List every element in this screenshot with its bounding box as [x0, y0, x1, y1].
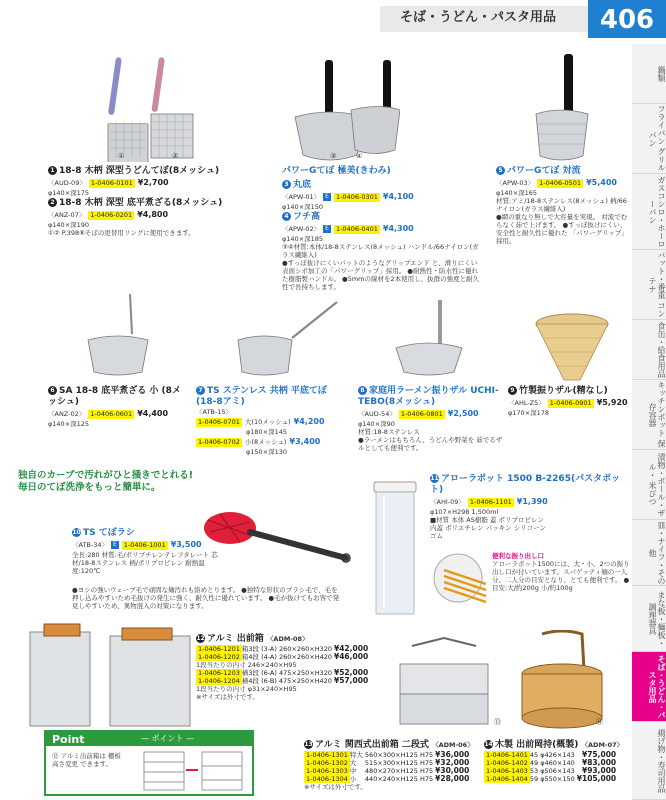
item-number: 1 [48, 166, 57, 175]
table-row: 1-0406-1203 横3段 (6-A) 475×250×H320 ¥52,000 [198, 668, 369, 677]
notes: ●ヨシの強いウェーブ毛で頑固な麺汚れも絡めとります。 ●独特な形状のブラシ毛で、毛を押し込みやすいため毛抜けの発生に強く、耐久性に優れています。 ●毛が抜けてもお客で発見しやすいため、異物混入の対策になります。 [72, 586, 340, 610]
product-code: 1-0406-0901 [549, 398, 592, 407]
caption-3: ③ [330, 152, 337, 160]
item-title: アルミ 関西式出前箱 二段式 [315, 740, 429, 750]
side-index-item[interactable]: キッチンポット 保存容器 [632, 380, 666, 450]
size: φ140×深165 [496, 189, 538, 197]
note: 1段当たりの内寸 φ31×240×H95 [196, 685, 297, 693]
item-13 [304, 740, 480, 791]
item-number: 2 [48, 198, 57, 207]
promo-banner [18, 470, 358, 494]
item-number: 13 [304, 741, 313, 748]
model: 〈APW-01〉 [282, 193, 321, 201]
table-row: 1-0406-1202 箱4段 (4-A) 260×260×H420 ¥46,000 [198, 652, 369, 661]
item-12 [196, 634, 376, 701]
item-number: 11 [430, 475, 439, 482]
caption-4: ④ [356, 152, 363, 160]
table-row: 1-0406-1302 大 515×300×H125 H75 ¥32,000 [306, 758, 470, 767]
side-index-item[interactable]: ガスコンロ・ホーローパン [632, 174, 666, 250]
model: 〈ANZ-02〉 [48, 410, 86, 418]
model: 〈ADM-07〉 [581, 741, 624, 749]
product-code: 1-0406-0801 [400, 409, 443, 418]
product-image-aluminum-box [24, 622, 194, 735]
item-title: アローラポット 1500 B-2265(パスタポット) [430, 474, 621, 495]
product-image-uchi-tebo [390, 298, 470, 381]
table-row: 1-0406-1402 49 φ460×140 ¥83,000 [486, 758, 617, 767]
size: φ140×深125 [48, 420, 90, 428]
side-index-item[interactable]: フライパン グリルパン [632, 104, 666, 174]
product-code: 1-0406-0601 [90, 409, 133, 418]
item-9 [508, 386, 630, 417]
table-row: 1-0406-1204 横4段 (6-B) 475×250×H420 ¥57,000 [198, 676, 369, 685]
product-image-ts-tebo [232, 300, 342, 383]
item-number: 7 [196, 386, 205, 395]
price: ¥4,400 [137, 409, 169, 418]
size: φ140×深90 [358, 420, 395, 428]
item-title: TS ステンレス 共柄 平底てぼ(18-8アミ) [196, 386, 327, 407]
point-text: ⑫ アルミ出前箱は 棚板高さ変更 できます。 [52, 752, 121, 768]
price-table [304, 751, 471, 783]
price: ¥4,800 [137, 210, 169, 219]
series-title: パワーGてぼ 極美(きわみ) [282, 166, 391, 176]
table-row: 1-0406-1303 中 480×270×H125 H75 ¥30,000 [306, 766, 470, 775]
size: φ140×深175 [48, 189, 90, 197]
item-5 [496, 166, 628, 245]
price: ¥4,100 [382, 192, 414, 201]
item-title: 丸底 [293, 180, 312, 190]
product-image-power-g-tebo [285, 55, 400, 168]
model: 〈AUD-09〉 [48, 179, 86, 187]
product-code: 1-0406-1001 [123, 540, 166, 549]
note: ※サイズは外寸です。 [304, 783, 367, 791]
product-code: 1-0406-1101 [469, 497, 512, 506]
item-number: 3 [282, 180, 291, 189]
promo-line-2: 毎日のてぼ洗浄をもっと簡単に。 [18, 482, 161, 493]
product-code: 1-0406-0101 [90, 178, 133, 187]
size: φ180×深145 [246, 428, 288, 436]
item-title: SA 18-8 底平煮ざる 小 (8メッシュ) [48, 386, 181, 407]
note: ①② P.398⑧そばの更替用リングに使用できます。 [48, 229, 195, 237]
note: 1段当たりの内寸 246×240×H95 [196, 661, 297, 669]
model: 〈ATB-15〉 [196, 408, 232, 416]
price: ¥5,920 [596, 398, 628, 407]
side-index-item[interactable]: 皿・ナイフ・その他 [632, 520, 666, 586]
size: φ150×深130 [246, 448, 288, 456]
item-3: 3 丸底 〈APW-01〉 E 1-0406-0301 ¥4,100 φ140×深150 [282, 180, 482, 211]
item-14 [484, 740, 630, 783]
point-header [46, 732, 252, 746]
item-number: 5 [496, 166, 505, 175]
product-image-pot-lid-detail [430, 550, 490, 617]
item-number: 14 [484, 741, 493, 748]
table-row: 1-0406-1403 53 φ506×143 ¥93,000 [486, 766, 617, 775]
spec: ③④材質:本体/18-8ステンレス(8メッシュ) ハンドル/66ナイロン(ガラス繊維入) [282, 243, 479, 259]
side-index [632, 44, 666, 800]
spec: 材質:18-8ステンレス [358, 428, 420, 436]
caption-2: ② [172, 152, 179, 160]
spec: 全長:280 材質:毛/ポリブチレンテレフタレート 芯材/18-8ステンレス 柄/ポリプロピレン 耐熱温度:120℃ [72, 551, 218, 575]
size: φ140×深190 [48, 221, 90, 229]
model: 〈ATB-34〉 [72, 541, 108, 549]
shelf-diagram [142, 750, 246, 794]
side-index-item[interactable]: そば・うどん・パスタ用品 [632, 652, 666, 722]
price: ¥2,500 [447, 409, 479, 418]
item-6 [48, 386, 188, 428]
side-index-item[interactable]: 食缶・給食用品 [632, 320, 666, 380]
product-image-power-g-convection [528, 52, 598, 167]
price-table [196, 645, 370, 661]
notes: ●網の重なり無しで大容量を実現。 対流でむらなく茹で上げます。 ●すっぽ抜けにくい、安全性と耐久性に優れた 「パワーグリップ」採用。 [496, 213, 628, 245]
item-11 [430, 474, 630, 540]
price: ¥1,390 [516, 497, 548, 506]
side-index-item[interactable]: バット・番重 コンテナ [632, 250, 666, 320]
table-row: 1-0406-1401 45 φ426×143 ¥75,000 [486, 750, 617, 759]
item-title: パワーGてぼ 対流 [507, 166, 581, 176]
product-code: 1-0406-0201 [90, 210, 133, 219]
model: 〈AUD-54〉 [358, 410, 396, 418]
item-8 [358, 386, 508, 452]
side-index-item[interactable]: 揚げ物・寿司用品 [632, 722, 666, 800]
price: ¥5,400 [586, 178, 617, 187]
item-4: 4 フチ高 〈APW-02〉 E 1-0406-0401 ¥4,300 φ140×深185 ③④材質:本体/18-8ステンレス(8メッシュ) ハンドル/66ナイロン(ガラス繊維入) ●すっぽ抜けにくいパットのようなグリップエンド と、滑りにくい表面シボ加工の「パワーグリップ」採用。 ●耐熱性・防水性に優れた樹脂製ハンドル。 ●5mmの線材を2本使用し、抜群の強度と耐久性で長持ちします。 [282, 212, 482, 291]
item-10: 10 TS てぼラシ 〈ATB-34〉 E 1-0406-1001 ¥3,500 全長:280 材質:毛/ポリブチレンテレフタレート 芯材/18-8ステンレス 柄/ポリプロピレン 耐熱温度:120℃ [72, 528, 272, 575]
caption-1: ① [118, 152, 125, 160]
model: 〈APW-03〉 [496, 179, 535, 187]
item-title: TS てぼラシ [83, 528, 135, 538]
item-title: 18-8 木柄 深型うどんてぼ(8メッシュ) [59, 166, 220, 176]
item-number: 6 [48, 386, 57, 395]
product-image-bamboo-zaru [532, 312, 612, 387]
spec: 材質:アミ/18-8ステンレス(8メッシュ) 柄/66ナイロン(ガラス繊維入) [496, 197, 627, 213]
side-index-item[interactable]: まな板・麺板・ 調理器具 [632, 586, 666, 652]
item-title: 木製 出前岡持(概製) [495, 740, 579, 750]
item-title: 竹製振りザル(精なし) [519, 386, 608, 396]
size: φ140×深150 [282, 203, 324, 211]
caption-13: ⑬ [494, 718, 501, 726]
model: 〈ADM-08〉 [266, 635, 309, 643]
price: ¥2,700 [137, 178, 169, 187]
side-index-item[interactable]: 鍋類 [632, 44, 666, 104]
size: φ140×深185 [282, 235, 324, 243]
size: φ107×H298 1,500ml [430, 508, 499, 516]
product-code: 1-0406-0301 [335, 192, 378, 201]
caption-14: ⑭ [596, 718, 603, 726]
point-sub: — ポイント — [141, 734, 195, 743]
side-index-item[interactable]: 漬物・ボール・ザル・ 米びつ [632, 450, 666, 520]
item-number: 12 [196, 635, 205, 642]
price: ¥4,300 [382, 224, 414, 233]
table-row: 1-0406-1304 小 440×240×H125 H75 ¥28,000 [306, 774, 470, 783]
table-row: 1-0406-1404 59 φ550×150 ¥105,000 [486, 774, 617, 783]
promo-line-1: 独自のカーブで汚れがひと掻きでとれる! [18, 470, 194, 481]
table-row: 1-0406-1201 箱3段 (3-A) 260×260×H320 ¥42,000 [198, 644, 369, 653]
note: ※サイズは外寸です。 [196, 693, 259, 701]
notes: ●すっぽ抜けにくいパットのようなグリップエンド と、滑りにくい表面シボ加工の「パワーグリップ」採用。 ●耐熱性・防水性に優れた樹脂製ハンドル。 ●5mmの線材を2本使用し、抜群の強度と耐久性で長持ちします。 [282, 259, 480, 291]
item-title: アルミ 出前箱 [207, 634, 264, 644]
item-number: 9 [508, 386, 517, 395]
product-code: 1-0406-0701 [198, 417, 240, 426]
variant: 大(10メッシュ) [244, 418, 291, 426]
series-power-g [282, 166, 482, 177]
item-number: 4 [282, 212, 291, 221]
item-title: 家庭用ラーメン振りザル UCHI-TEBO(8メッシュ) [358, 386, 499, 407]
price: ¥4,200 [293, 417, 325, 426]
spec: ■材質 本体 AS樹脂 蓋 ポリプロピレン 内蓋 ポリエチレン パッキン シリコーンゴム [430, 516, 546, 540]
variant: 小(8メッシュ) [244, 438, 287, 446]
product-image-sa-zaru [78, 292, 158, 380]
model: 〈AHL-Z5〉 [508, 399, 545, 407]
page-number: 406 [588, 0, 666, 38]
page-title: そば・うどん・パスタ用品 [400, 10, 557, 25]
model: 〈ADM-06〉 [432, 741, 474, 749]
model: 〈APW-02〉 [282, 225, 321, 233]
item-number: 10 [72, 529, 81, 536]
model: 〈ANZ-07〉 [48, 211, 86, 219]
product-code: 1-0406-0702 [198, 437, 240, 446]
item-1 [48, 166, 278, 197]
feature-text: アローラポット1500には、大・小、2つの振り出し口が付いています。スパゲッティ麺の一人分、二人分の目安となり、とても便利です。 ●目安:大/約200g 小/約100g [492, 560, 630, 592]
price-table [196, 669, 370, 685]
item-2 [48, 198, 278, 237]
price: ¥3,500 [170, 540, 202, 549]
model: 〈AHI-09〉 [430, 498, 465, 506]
page-header [0, 0, 666, 38]
item-7 [196, 386, 346, 456]
feature-title: 便利な振り出し口 [492, 552, 544, 560]
item-number: 8 [358, 386, 367, 395]
item-title: 18-8 木柄 深型 底平煮ざる(8メッシュ) [59, 198, 223, 208]
product-image-kansai-box [394, 636, 494, 735]
price: ¥3,400 [289, 437, 321, 446]
table-row: 1-0406-1301 特大 560×300×H125 H75 ¥36,000 [306, 750, 470, 759]
item-10-notes [72, 586, 342, 610]
point-box [44, 730, 254, 796]
product-code: 1-0406-0501 [539, 178, 582, 187]
item-title: フチ高 [293, 212, 321, 222]
product-code: 1-0406-0401 [335, 224, 378, 233]
point-label: Point [52, 733, 85, 746]
notes: ●ラーメンはもちろん、うどんや野菜を 茹でるザルとしても便利です。 [358, 436, 503, 452]
price-table [484, 751, 618, 783]
size: φ170×深178 [508, 409, 550, 417]
product-image-deep-tebo [96, 52, 196, 165]
item-11-feature [492, 552, 630, 592]
product-image-arora-pot [368, 478, 422, 621]
